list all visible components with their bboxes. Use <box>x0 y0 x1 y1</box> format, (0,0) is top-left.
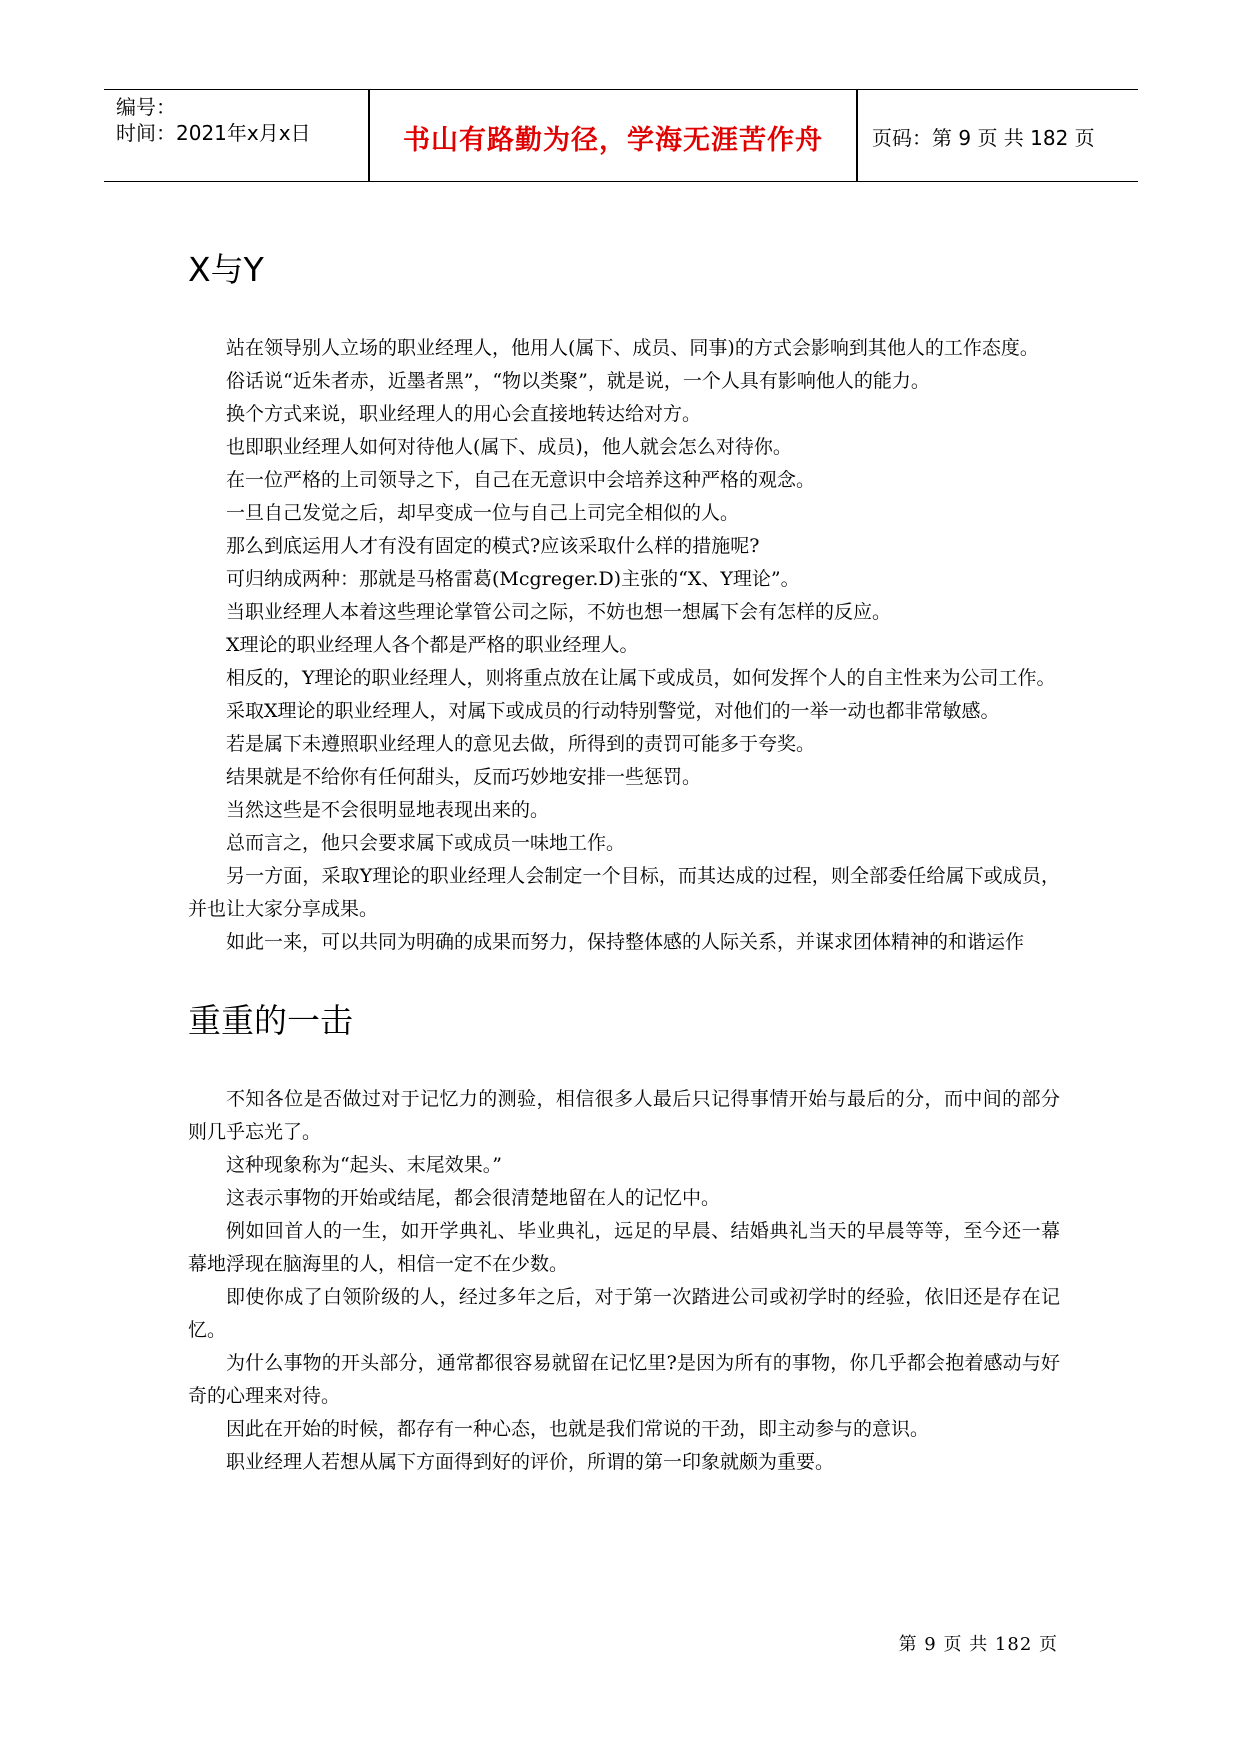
paragraph: 当职业经理人本着这些理论掌管公司之际，不妨也想一想属下会有怎样的反应。 <box>226 601 892 623</box>
section-title: X与Y <box>188 250 264 289</box>
section-title: 重重的一击 <box>188 1001 353 1040</box>
paragraph: 另一方面，采取Y理论的职业经理人会制定一个目标，而其达成的过程，则全部委任给属下或成员，并也让大家分享成果。 <box>188 865 1060 920</box>
paragraph: 采取X理论的职业经理人，对属下或成员的行动特别警觉，对他们的一举一动也都非常敏感。 <box>226 700 1000 722</box>
paragraph: 那么到底运用人才有没有固定的模式?应该采取什么样的措施呢? <box>226 535 760 557</box>
paragraph: 也即职业经理人如何对待他人(属下、成员)，他人就会怎么对待你。 <box>226 436 792 458</box>
paragraph: 站在领导别人立场的职业经理人，他用人(属下、成员、同事)的方式会影响到其他人的工作态度。 <box>226 337 1039 359</box>
document-body <box>188 250 1060 1479</box>
paragraph: 如此一来，可以共同为明确的成果而努力，保持整体感的人际关系，并谋求团体精神的和谐运作 <box>226 931 1025 953</box>
paragraph: 即使你成了白领阶级的人，经过多年之后，对于第一次踏进公司或初学时的经验，依旧还是存在记忆。 <box>188 1286 1060 1341</box>
paragraph: 在一位严格的上司领导之下，自己在无意识中会培养这种严格的观念。 <box>226 469 816 491</box>
paragraph: X理论的职业经理人各个都是严格的职业经理人。 <box>226 634 639 656</box>
header-divider <box>856 90 858 181</box>
header-meta <box>116 94 311 146</box>
paragraph: 总而言之，他只会要求属下或成员一味地工作。 <box>226 832 626 854</box>
paragraph: 职业经理人若想从属下方面得到好的评价，所谓的第一印象就颇为重要。 <box>226 1451 835 1473</box>
paragraph: 不知各位是否做过对于记忆力的测验，相信很多人最后只记得事情开始与最后的分，而中间的部分则几乎忘光了。 <box>188 1088 1060 1143</box>
paragraph: 换个方式来说，职业经理人的用心会直接地转达给对方。 <box>226 403 702 425</box>
document-number-label: 编号： <box>116 95 176 119</box>
paragraph: 为什么事物的开头部分，通常都很容易就留在记忆里?是因为所有的事物，你几乎都会抱着感动与好奇的心理来对待。 <box>188 1352 1060 1407</box>
paragraph: 这种现象称为“起头、末尾效果。” <box>226 1154 502 1176</box>
document-time-label: 时间：2021年x月x日 <box>116 121 311 145</box>
section-paragraphs <box>188 332 1060 959</box>
page-footer: 第 9 页 共 182 页 <box>898 1634 1058 1655</box>
paragraph: 当然这些是不会很明显地表现出来的。 <box>226 799 550 821</box>
header-page-number: 页码：第 9 页 共 182 页 <box>872 126 1095 150</box>
header-motto: 书山有路勤为径，学海无涯苦作舟 <box>403 125 823 156</box>
section-paragraphs <box>188 1083 1060 1479</box>
section-heavy-blow <box>188 1001 1060 1479</box>
paragraph: 若是属下未遵照职业经理人的意见去做，所得到的责罚可能多于夸奖。 <box>226 733 816 755</box>
paragraph: 例如回首人的一生，如开学典礼、毕业典礼，远足的早晨、结婚典礼当天的早晨等等，至今还一幕幕地浮现在脑海里的人，相信一定不在少数。 <box>188 1220 1060 1275</box>
page-header <box>104 89 1138 182</box>
paragraph: 因此在开始的时候，都存有一种心态，也就是我们常说的干劲，即主动参与的意识。 <box>226 1418 930 1440</box>
paragraph: 可归纳成两种：那就是马格雷葛(Mcgreger.D)主张的“X、Y理论”。 <box>226 568 800 590</box>
paragraph: 俗话说“近朱者赤，近墨者黑”，“物以类聚”，就是说，一个人具有影响他人的能力。 <box>226 370 930 392</box>
section-x-and-y <box>188 250 1060 959</box>
paragraph: 结果就是不给你有任何甜头，反而巧妙地安排一些惩罚。 <box>226 766 702 788</box>
paragraph: 这表示事物的开始或结尾，都会很清楚地留在人的记忆中。 <box>226 1187 721 1209</box>
paragraph: 一旦自己发觉之后，却早变成一位与自己上司完全相似的人。 <box>226 502 740 524</box>
paragraph: 相反的，Y理论的职业经理人，则将重点放在让属下或成员，如何发挥个人的自主性来为公司工作。 <box>226 667 1056 689</box>
